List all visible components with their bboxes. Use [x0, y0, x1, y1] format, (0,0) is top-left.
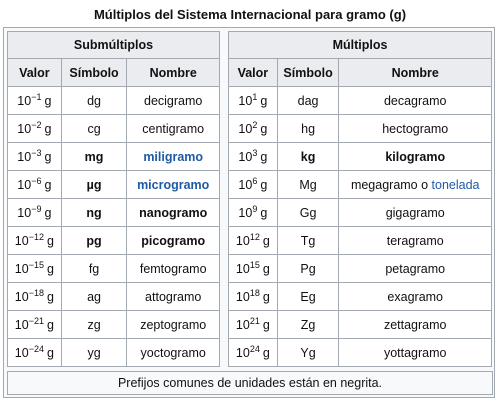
unit-name: zeptogramo: [140, 317, 207, 332]
value-cell: [8, 339, 62, 367]
table-row: [229, 115, 492, 143]
name-cell: [339, 199, 492, 227]
unit-symbol: ng: [86, 205, 102, 220]
table-row: [229, 311, 492, 339]
name-cell: [127, 283, 220, 311]
table-row: [229, 339, 492, 367]
unit-name: megagramo: [350, 177, 418, 192]
value-base: 10: [17, 93, 32, 108]
value-unit: g: [260, 93, 268, 108]
table-title: Múltiplos del Sistema Internacional para gramo (g): [93, 7, 407, 22]
unit-name: picogramo: [141, 233, 206, 248]
table-row: [229, 143, 492, 171]
name-cell: [127, 227, 220, 255]
value-base: 10: [238, 149, 253, 164]
value-base: 10: [235, 233, 250, 248]
value-exponent: −18: [28, 287, 44, 298]
value-cell: [229, 171, 278, 199]
value-exponent: −6: [31, 175, 42, 186]
unit-name: nanogramo: [139, 205, 208, 220]
unit-symbol: fg: [88, 261, 100, 276]
value-cell: [8, 115, 62, 143]
column-header-nombre: Nombre: [127, 59, 220, 87]
unit-name: decigramo: [144, 93, 203, 108]
symbol-cell: [61, 115, 127, 143]
value-base: 10: [17, 149, 32, 164]
value-unit: g: [44, 121, 52, 136]
value-exponent: 9: [252, 203, 258, 214]
table-row: [8, 255, 220, 283]
table-footer-note: Prefijos comunes de unidades están en negrita.: [7, 371, 493, 395]
value-exponent: 21: [249, 315, 260, 326]
column-header-simbolo: Símbolo: [277, 59, 339, 87]
unit-symbol: Gg: [299, 205, 317, 220]
value-base: 10: [238, 93, 253, 108]
unit-symbol: mg: [84, 149, 104, 164]
column-header-valor: Valor: [229, 59, 278, 87]
value-unit: g: [46, 289, 54, 304]
value-exponent: −1: [31, 91, 42, 102]
name-cell: [339, 171, 492, 199]
symbol-cell: [61, 227, 127, 255]
symbol-cell: [61, 143, 127, 171]
submultiples-table: [7, 31, 220, 367]
submultiples-rows: [8, 87, 220, 367]
tonelada-link[interactable]: tonelada: [431, 177, 480, 192]
unit-name: yoctogramo: [140, 345, 206, 360]
table-row: [8, 311, 220, 339]
unit-symbol: Mg: [299, 177, 317, 192]
unit-symbol: Eg: [300, 289, 316, 304]
name-cell: [339, 339, 492, 367]
multiples-header: Múltiplos: [229, 32, 492, 59]
unit-name: hectogramo: [382, 121, 449, 136]
table-row: [229, 227, 492, 255]
value-exponent: −12: [28, 231, 44, 242]
value-base: 10: [235, 345, 250, 360]
name-cell: [339, 283, 492, 311]
column-header-nombre: Nombre: [339, 59, 492, 87]
symbol-cell: [277, 255, 339, 283]
value-unit: g: [262, 233, 270, 248]
unit-symbol: dag: [297, 93, 319, 108]
symbol-cell: [61, 87, 127, 115]
name-cell: [127, 339, 220, 367]
value-cell: [229, 143, 278, 171]
name-cell: [339, 143, 492, 171]
value-cell: [229, 283, 278, 311]
value-base: 10: [238, 205, 253, 220]
value-unit: g: [44, 205, 52, 220]
value-exponent: 12: [249, 231, 260, 242]
value-exponent: 2: [252, 119, 258, 130]
value-exponent: 3: [252, 147, 258, 158]
unit-symbol: kg: [300, 149, 316, 164]
value-unit: g: [260, 149, 268, 164]
value-unit: g: [262, 261, 270, 276]
value-cell: [8, 255, 62, 283]
unit-name: teragramo: [386, 233, 444, 248]
unit-symbol: zg: [87, 317, 101, 332]
column-header-simbolo: Símbolo: [61, 59, 127, 87]
unit-symbol: µg: [86, 177, 102, 192]
value-exponent: −2: [31, 119, 42, 130]
value-unit: g: [262, 345, 270, 360]
value-cell: [8, 87, 62, 115]
value-cell: [229, 311, 278, 339]
value-exponent: 6: [252, 175, 258, 186]
table-row: [8, 143, 220, 171]
table-row: [8, 199, 220, 227]
symbol-cell: [277, 87, 339, 115]
table-row: [8, 227, 220, 255]
table-row: [8, 115, 220, 143]
table-row: [229, 199, 492, 227]
table-row: [8, 283, 220, 311]
unit-symbol: hg: [301, 121, 316, 136]
value-base: 10: [14, 289, 29, 304]
value-unit: g: [260, 205, 268, 220]
unit-symbol: cg: [87, 121, 101, 136]
value-base: 10: [14, 233, 29, 248]
value-base: 10: [238, 121, 253, 136]
unit-name: decagramo: [383, 93, 447, 108]
value-base: 10: [238, 177, 253, 192]
name-cell: [339, 87, 492, 115]
unit-name: gigagramo: [385, 205, 445, 220]
name-cell: [339, 115, 492, 143]
unit-name: femtogramo: [139, 261, 207, 276]
name-cell: [127, 311, 220, 339]
value-unit: g: [46, 233, 54, 248]
value-base: 10: [235, 261, 250, 276]
submultiples-header: Submúltiplos: [8, 32, 220, 59]
name-cell: [339, 227, 492, 255]
value-unit: g: [44, 149, 52, 164]
value-exponent: 24: [249, 343, 260, 354]
unit-symbol: Pg: [300, 261, 316, 276]
value-base: 10: [235, 317, 250, 332]
value-cell: [8, 143, 62, 171]
symbol-cell: [61, 255, 127, 283]
name-cell: [127, 199, 220, 227]
value-unit: g: [46, 261, 54, 276]
value-cell: [8, 171, 62, 199]
value-cell: [8, 283, 62, 311]
unit-symbol: Zg: [300, 317, 316, 332]
symbol-cell: [61, 171, 127, 199]
symbol-cell: [277, 115, 339, 143]
unit-name: centigramo: [142, 121, 205, 136]
name-cell: [127, 171, 220, 199]
value-base: 10: [17, 121, 32, 136]
symbol-cell: [61, 339, 127, 367]
unit-name: kilogramo: [385, 149, 446, 164]
value-unit: g: [260, 121, 268, 136]
value-cell: [229, 339, 278, 367]
value-exponent: −24: [28, 343, 44, 354]
value-base: 10: [17, 177, 32, 192]
name-connector: o: [417, 177, 432, 192]
value-unit: g: [260, 177, 268, 192]
unit-name: yottagramo: [383, 345, 447, 360]
name-cell: [127, 143, 220, 171]
value-exponent: −21: [28, 315, 44, 326]
value-cell: [229, 199, 278, 227]
value-unit: g: [262, 317, 270, 332]
value-cell: [229, 87, 278, 115]
symbol-cell: [277, 339, 339, 367]
table-row: [229, 171, 492, 199]
value-exponent: 18: [249, 287, 260, 298]
symbol-cell: [277, 227, 339, 255]
symbol-cell: [277, 199, 339, 227]
column-header-valor: Valor: [8, 59, 62, 87]
value-exponent: −9: [31, 203, 42, 214]
unit-name-link[interactable]: microgramo: [137, 177, 210, 192]
unit-name-link[interactable]: miligramo: [143, 149, 204, 164]
name-cell: [127, 115, 220, 143]
value-unit: g: [44, 177, 52, 192]
symbol-cell: [61, 283, 127, 311]
value-cell: [229, 255, 278, 283]
unit-symbol: dg: [87, 93, 101, 108]
unit-name: petagramo: [385, 261, 446, 276]
value-cell: [229, 227, 278, 255]
name-cell: [127, 255, 220, 283]
name-cell: [339, 255, 492, 283]
value-cell: [8, 227, 62, 255]
value-base: 10: [14, 345, 29, 360]
value-cell: [8, 199, 62, 227]
unit-name: attogramo: [145, 289, 202, 304]
prefix-table-frame: [3, 27, 495, 398]
value-unit: g: [262, 289, 270, 304]
unit-symbol: Yg: [300, 345, 316, 360]
value-exponent: 15: [249, 259, 260, 270]
table-row: [229, 87, 492, 115]
name-cell: [127, 87, 220, 115]
value-base: 10: [17, 205, 32, 220]
value-exponent: 1: [252, 91, 258, 102]
symbol-cell: [277, 311, 339, 339]
value-cell: [229, 115, 278, 143]
unit-name: zettagramo: [383, 317, 447, 332]
table-row: [8, 171, 220, 199]
symbol-cell: [61, 199, 127, 227]
unit-symbol: Tg: [300, 233, 316, 248]
symbol-cell: [277, 171, 339, 199]
value-exponent: −3: [31, 147, 42, 158]
table-row: [229, 255, 492, 283]
table-row: [229, 283, 492, 311]
multiples-table: [228, 31, 492, 367]
value-base: 10: [14, 261, 29, 276]
value-cell: [8, 311, 62, 339]
unit-symbol: pg: [86, 233, 102, 248]
name-cell: [339, 311, 492, 339]
symbol-cell: [61, 311, 127, 339]
unit-symbol: ag: [87, 289, 101, 304]
value-unit: g: [44, 93, 52, 108]
symbol-cell: [277, 283, 339, 311]
unit-symbol: yg: [87, 345, 101, 360]
value-unit: g: [46, 317, 54, 332]
value-base: 10: [235, 289, 250, 304]
value-base: 10: [14, 317, 29, 332]
value-unit: g: [46, 345, 54, 360]
value-exponent: −15: [28, 259, 44, 270]
table-row: [8, 339, 220, 367]
multiples-rows: [229, 87, 492, 367]
table-row: [8, 87, 220, 115]
unit-name: exagramo: [387, 289, 444, 304]
symbol-cell: [277, 143, 339, 171]
